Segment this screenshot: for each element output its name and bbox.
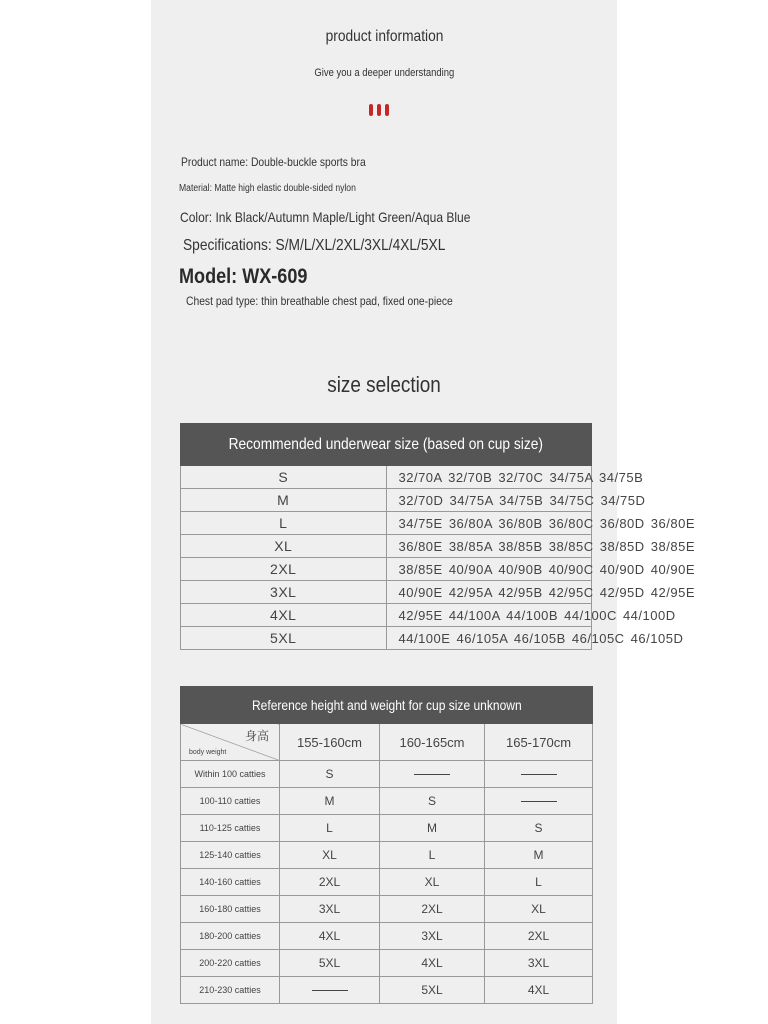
cup-size-table-header (181, 424, 592, 466)
size-cell: XL (485, 896, 593, 923)
cup-values-cell: 34/75E 36/80A 36/80B 36/80C 36/80D 36/80E (386, 512, 592, 535)
size-cell: L (380, 842, 485, 869)
size-cell: 4XL (181, 604, 387, 627)
table-row (181, 466, 592, 489)
table-row (181, 842, 593, 869)
height-weight-table (180, 686, 593, 1004)
dash-mark (414, 774, 450, 775)
height-column-header: 160-165cm (380, 724, 485, 761)
size-cell: 2XL (181, 558, 387, 581)
size-cell: S (380, 788, 485, 815)
table-row (181, 950, 593, 977)
weight-cell: 125-140 catties (181, 842, 280, 869)
weight-axis-label: body weight (189, 749, 227, 756)
table-row (181, 788, 593, 815)
corner-cell (181, 724, 280, 761)
product-color: Color: Ink Black/Autumn Maple/Light Green/Aqua Blue (180, 209, 471, 225)
height-axis-label: 身高 (244, 729, 269, 743)
size-cell: 2XL (485, 923, 593, 950)
cup-values-cell: 42/95E 44/100A 44/100B 44/100C 44/100D (386, 604, 592, 627)
product-info-title (151, 28, 617, 46)
size-cell: L (280, 815, 380, 842)
size-cell: XL (380, 869, 485, 896)
cup-size-table-header-text: Recommended underwear size (based on cup size) (228, 435, 544, 453)
cup-size-table (180, 423, 695, 650)
size-selection-title-text: size selection (327, 372, 441, 397)
table-row (181, 512, 592, 535)
table-row (181, 923, 593, 950)
table-row (181, 535, 592, 558)
size-cell: 2XL (380, 896, 485, 923)
weight-cell: 100-110 catties (181, 788, 280, 815)
product-material: Material: Matte high elastic double-sided nylon (179, 183, 356, 194)
size-cell: L (485, 869, 593, 896)
table-row (181, 977, 593, 1004)
table-row (181, 489, 592, 512)
dash-mark (521, 774, 557, 775)
cup-values-cell: 44/100E 46/105A 46/105B 46/105C 46/105D (386, 627, 592, 650)
size-cell: M (380, 815, 485, 842)
dash-mark (312, 990, 348, 991)
table-row (181, 869, 593, 896)
size-cell: 3XL (280, 896, 380, 923)
size-cell: M (485, 842, 593, 869)
size-cell: S (181, 466, 387, 489)
weight-cell: Within 100 catties (181, 761, 280, 788)
size-cell: XL (280, 842, 380, 869)
weight-cell: 110-125 catties (181, 815, 280, 842)
size-cell: 5XL (181, 627, 387, 650)
accent-dot (385, 104, 389, 116)
table-row (181, 581, 592, 604)
cup-values-cell: 32/70A 32/70B 32/70C 34/75A 34/75B (386, 466, 592, 489)
product-sheet (151, 0, 695, 1024)
size-cell: S (485, 815, 593, 842)
table-row (181, 815, 593, 842)
product-info-title-text: product information (325, 28, 443, 45)
cup-values-cell: 36/80E 38/85A 38/85B 38/85C 38/85D 38/85E (386, 535, 592, 558)
size-cell: S (280, 761, 380, 788)
weight-cell: 160-180 catties (181, 896, 280, 923)
size-cell: L (181, 512, 387, 535)
table-row (181, 558, 592, 581)
size-cell: 3XL (181, 581, 387, 604)
product-chest-pad: Chest pad type: thin breathable chest pad, fixed one-piece (186, 294, 453, 308)
table-row (181, 627, 592, 650)
empty-cell (380, 761, 485, 788)
product-specs: Specifications: S/M/L/XL/2XL/3XL/4XL/5XL (183, 237, 446, 254)
table-row (181, 761, 593, 788)
weight-cell: 180-200 catties (181, 923, 280, 950)
size-cell: 5XL (380, 977, 485, 1004)
empty-cell (485, 761, 593, 788)
product-info-subtitle (151, 67, 617, 79)
empty-cell (485, 788, 593, 815)
accent-dot (369, 104, 373, 116)
height-weight-table-header (181, 687, 593, 724)
cup-values-cell: 38/85E 40/90A 40/90B 40/90C 40/90D 40/90E (386, 558, 592, 581)
weight-cell: 200-220 catties (181, 950, 280, 977)
empty-cell (280, 977, 380, 1004)
cup-values-cell: 40/90E 42/95A 42/95B 42/95C 42/95D 42/95E (386, 581, 592, 604)
size-selection-title (151, 372, 617, 398)
size-cell: 3XL (380, 923, 485, 950)
product-model: Model: WX-609 (179, 265, 308, 288)
dash-mark (521, 801, 557, 802)
weight-cell: 140-160 catties (181, 869, 280, 896)
size-cell: 4XL (280, 923, 380, 950)
size-cell: XL (181, 535, 387, 558)
accent-dot (377, 104, 381, 116)
height-weight-table-header-text: Reference height and weight for cup size unknown (251, 697, 522, 713)
size-cell: 2XL (280, 869, 380, 896)
table-row (181, 724, 593, 761)
size-cell: 5XL (280, 950, 380, 977)
table-row (181, 604, 592, 627)
size-cell: 4XL (485, 977, 593, 1004)
accent-dots-icon (369, 104, 389, 116)
product-name: Product name: Double-buckle sports bra (181, 155, 366, 169)
weight-cell: 210-230 catties (181, 977, 280, 1004)
size-cell: 3XL (485, 950, 593, 977)
product-info-subtitle-text: Give you a deeper understanding (314, 67, 454, 79)
size-cell: 4XL (380, 950, 485, 977)
table-row (181, 896, 593, 923)
height-column-header: 155-160cm (280, 724, 380, 761)
size-cell: M (181, 489, 387, 512)
size-cell: M (280, 788, 380, 815)
height-column-header: 165-170cm (485, 724, 593, 761)
cup-values-cell: 32/70D 34/75A 34/75B 34/75C 34/75D (386, 489, 592, 512)
